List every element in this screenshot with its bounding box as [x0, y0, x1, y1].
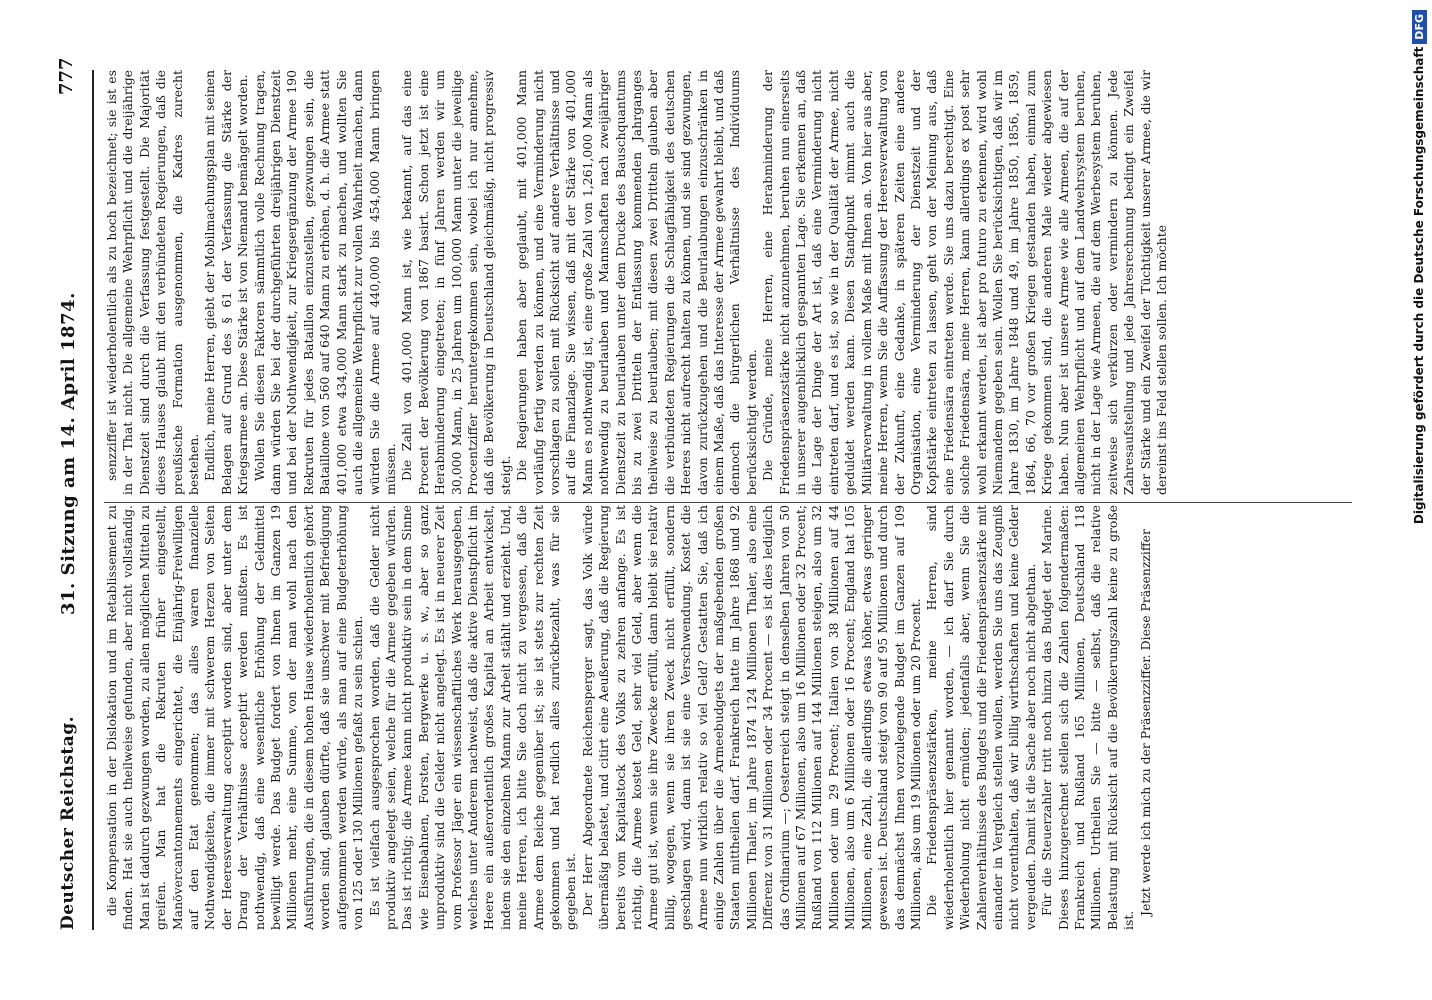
paragraph: Die Zahl von 401,000 Mann ist, wie bekannt, auf das eine Procent der Bevölkerung von 1867 basirt. Schon jetzt ist eine Herabminderung eingetreten; in fünf Jahren werden wir um 30,000 Mann, in 25 Jahren um 100,000 Mann unter die jeweilige Procentziffer heruntergekommen sein, wobei ich nur annehme, daß die Bevölkerung in Deutschland gleichmäßig, nicht progressiv steigt. [399, 70, 513, 495]
header-rule [92, 70, 94, 930]
credit-text: Digitalisierung gefördert durch die Deutsche Forschungsgemeinschaft [1412, 46, 1426, 525]
text-column-left [104, 505, 1352, 930]
session-title: 31. Sitzung am 14. April 1874. [58, 292, 79, 615]
page-number: 777 [56, 57, 77, 95]
text-column-right [104, 70, 1352, 495]
paragraph: Die Friedenspräsenzstärken, meine Herren, sind wiederholentlich hier genannt worden, — ich darf Sie durch Wiederholung nicht ermüden; jedenfalls aber, wenn Sie die Zahlenverhältnisse des Budgets und die Friedenspräsenzstärke mit einander in Vergleich stellen wollen, werden Sie uns das Zeugniß nicht vorenthalten, daß wir billig wirthschaften und keine Gelder vergeuden. Damit ist die Sache aber noch nicht abgethan. [924, 505, 1038, 930]
paragraph: Die Regierungen haben aber geglaubt, mit 401,000 Mann vorläufig fertig werden zu können, und eine Verminderung nicht vorschlagen zu sollen mit Rücksicht auf andere Verhältnisse und auf die Finanzlage. Sie wissen, daß mit der Stärke von 401,000 Mann es nothwendig ist, eine große Zahl von 1,261,000 Mann als nothwendig zu beurlauben und Mannschaften nach zweijähriger Dienstzeit zu beurlauben unter dem Drucke des Bauschquantums bis zu zwei Dritteln der Entlassung kommenden Jahrganges theilweise zu beurlauben; mit diesen zwei Dritteln glauben aber die verbündeten Regierungen die Schlagfähigkeit des deutschen Heeres nicht aufrecht halten zu können, und sie sind gezwungen, davon zurückzugehen und die Beurlaubungen einzuschränken in einem Maße, daß das Interesse der Armee gewahrt bleibt, und daß dennoch die bürgerlichen Verhältnisse des Individuums berücksichtigt werden. [514, 70, 759, 495]
paragraph: Jetzt werde ich mich zu der Präsenzziffer. Diese Präsenzziffer [1137, 529, 1153, 916]
paragraph: Die Gründe, meine Herren, eine Herabminderung der Friedenspräsenzstärke nicht anzunehmen, beruhen nun einerseits in unserer augenblicklich gespannten Lage. Sie erkennen an, daß die Lage der Dinge der Art ist, daß eine Verminderung nicht eintreten darf, und es ist, so wie in der Qualität der Armee, nicht geduldet werden kann. Diesen Standpunkt nimmt auch die Militärverwaltung in vollem Maße mit Ihnen an. Von hier aus aber, meine Herren, wenn Sie die Auffassung der Heeresverwaltung von der Zukunft, eine Gedanke, in späteren Zeiten eine andere Organisation, eine Verminderung der Dienstzeit und der Kopfstärke eintreten zu lassen, geht von der Meinung aus, daß eine Friedensära eintreten werde. Sie uns dazu berechtigt. Eine solche Friedensära, meine Herren, kann allerdings ex post sehr wohl erkannt werden, ist aber pro futuro zu erkennen, wird wohl Niemandem gegeben sein. Wollen Sie berücksichtigen, daß wir im Jahre 1830, im Jahre 1848 und 49, im Jahre 1850, 1856, 1859, 1864, 66, 70 vor großen Kriegen gestanden haben, einmal zum Kriege gekommen sind, die anderen Male wieder abgewiesen haben. Nun aber ist unsere Armee wie alle Armeen, die auf der allgemeinen Wehrpflicht und auf dem Landwehrsystem beruhen, nicht in der Lage wie Armeen, die auf dem Werbesystem beruhen, zeitweise sich verkürzen oder vermindern zu können. Jede Zahresaufstellung und jede Jahresrechnung bedingt ein Zweifel der Stärke und ein Zweifel der Tüchtigkeit unserer Armee, die wir dereinst ins Feld stellen sollen. Ich möchte [760, 70, 1169, 495]
paragraph: Es ist vielfach ausgesprochen worden, daß die Gelder nicht produktiv angelegt seien, welche für die Armee gegeben würden. Das ist richtig; die Armee kann nicht produktiv sein in dem Sinne wie Eisenbahnen, Forsten, Bergwerke u. s. w., aber so ganz unproduktiv sind die Gelder nicht angelegt. Es ist in neuerer Zeit vom Professor Jäger ein wissenschaftliches Werk herausgegeben, welches unter Anderem nachweist, daß die aktive Dienstpflicht im Heere ein außerordentlich großes Kapital an Arbeit entwickelt, indem sie den einzelnen Mann zur Arbeit stählt und erzieht. Und, meine Herren, ich bitte Sie doch nicht zu vergessen, daß die Armee dem Reiche gegenüber ist; sie ist stets zur rechten Zeit gekommen und hat redlich alles zurückbezahlt, was für sie gegeben ist. [366, 505, 579, 930]
paragraph: Der Herr Abgeordnete Reichensperger sagt, das Volk würde übermäßig belastet, und citirt eine Aeußerung, daß die Regierung bereits vom Kapitalstock des Volks zu zehren anfange. Es ist richtig, die Armee kostet Geld, sehr viel Geld, aber wenn die Armee gut ist, wenn sie ihre Zwecke erfüllt, dann bleibt sie relativ billig, wogegen, wenn sie ihren Zweck nicht erfüllt, sondern geschlagen wird, dann ist sie eine Verschwendung. Kostet die Armee nun wirklich relativ so viel Geld? Gestatten Sie, daß ich einige Zahlen über die Armeebudgets der maßgebenden großen Staaten mittheilen darf. Frankreich hatte im Jahre 1868 und 92 Millionen Thaler, im Jahre 1874 124 Millionen Thaler, also eine Differenz von 31 Millionen oder 34 Procent — es ist dies lediglich das Ordinarium —; Oesterreich steigt in denselben Jahren von 50 Millionen auf 67 Millionen, also um 16 Millionen oder 32 Procent; Rußland von 112 Millionen auf 144 Millionen steigen, also um 32 Millionen oder um 29 Procent; Italien von 38 Millionen auf 44 Millionen, also um 6 Millionen oder 16 Procent; England hat 105 Millionen, eine Zahl, die allerdings etwas höher, etwas geringer gewesen ist. Deutschland steigt von 90 auf 95 Millionen und durch das demnächst Ihnen vorzulegende Budget im Ganzen auf 109 Millionen, also um 19 Millionen oder um 20 Procent. [579, 505, 923, 930]
paragraph: die Kompensation in der Dislokation und im Retablissement zu finden. Hat sie auch theilweise gefunden, aber nicht vollständig. Man ist dadurch gezwungen worden, zu allen möglichen Mitteln zu greifen. Man hat die Rekruten früher eingestellt, Manövercantonnements eingerichtet, die Einjährig-Freiwilligen auf den Etat genommen; das alles waren finanzielle Nothwendigkeiten, die immer mit schwerem Herzen von Seiten der Heeresverwaltung acceptirt worden sind, aber unter dem Drang der Verhältnisse acceptirt werden mußten. Es ist nothwendig, daß eine wesentliche Erhöhung der Geldmittel bewilligt werde. Das Budget fordert von Ihnen im Ganzen 19 Millionen mehr, eine Summe, von der man wohl nach den Ausführungen, die in diesem hohen Hause wiederholentlich gehört worden sind, glauben dürfte, daß sie unschwer mit Befriedigung aufgenommen werden würde, als man auf eine Budgeterhöhung von 125 oder 130 Millionen gefaßt zu sein schien. [104, 505, 366, 930]
paragraph: Wollen Sie diesen Faktoren sämmtlich volle Rechnung tragen, dann würden Sie bei der durchgeführten dreijährigen Dienstzeit und bei der Nothwendigkeit, zur Kriegsergänzung der Armee 190 Rekruten für jedes Bataillon einzustellen, gezwungen sein, die Bataillone von 560 auf 640 Mann zu erhöhen, d. h. die Armee statt 401,000 etwa 434,000 Mann stark zu machen, und wollten Sie auch die allgemeine Wehrpflicht zur vollen Wahrheit machen, dann würden Sie die Armee auf 440,000 bis 454,000 Mann bringen müssen. [251, 70, 398, 495]
paragraph: senzziffer ist wiederholentlich als zu hoch bezeichnet; sie ist es in der That nicht. Die allgemeine Wehrpflicht und die dreijährige Dienstzeit sind durch die Verfassung festgestellt. Die Majorität dieses Hauses glaubt mit den verbündeten Regierungen, daß die preußische Formation ausgenommen, die Kadres zurecht bestehen. [104, 70, 202, 495]
dfg-logo: DFG [1412, 10, 1427, 44]
digitization-credit [1412, 10, 1427, 710]
column-divider [104, 502, 1352, 503]
paragraph: Endlich, meine Herren, giebt der Mobilmachungsplan mit seinen Belagen auf Grund des § 61 der Verfassung die Stärke der Kriegsarmee an. Diese Stärke ist von Niemand bemängelt worden. [202, 70, 251, 495]
running-title: Deutscher Reichstag. [58, 715, 78, 930]
paragraph: Für die Steuerzahler tritt noch hinzu das Budget der Marine. Dieses hinzugerechnet stellen sich die Zahlen folgendermaßen: Frankreich und Rußland 165 Millionen, Deutschland 118 Millionen. Urtheilen Sie — bitte — selbst, daß die relative Belastung mit Rücksicht auf die Bevölkerungszahl keine zu große ist. [1039, 505, 1137, 930]
